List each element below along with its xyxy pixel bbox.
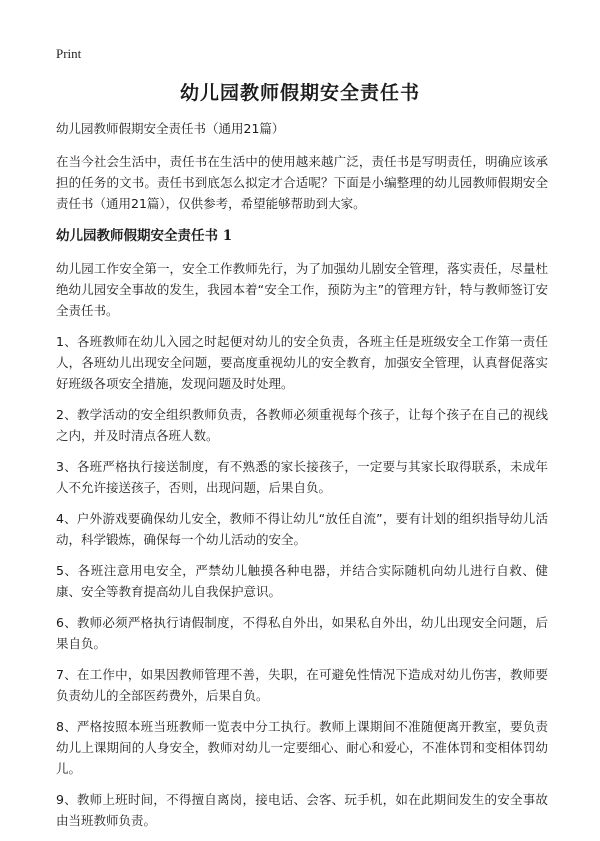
print-link[interactable]: Print xyxy=(56,46,82,61)
document-subtitle: 幼儿园教师假期安全责任书（通用21篇） xyxy=(56,121,285,136)
list-item: 8、严格按照本班当班教师一览表中分工执行。教师上课期间不准随便离开教室，要负责幼儿上课期间的人身安全，教师对幼儿一定要细心、耐心和爱心，不准体罚和变相体罚幼儿。 xyxy=(56,719,548,776)
list-item: 6、教师必须严格执行请假制度，不得私自外出，如果私自外出，幼儿出现安全问题，后果自负。 xyxy=(56,615,548,651)
list-item: 2、教学活动的安全组织教师负责，各教师必须重视每个孩子，让每个孩子在自己的视线之内，并及时清点各班人数。 xyxy=(56,407,548,443)
document-body xyxy=(56,118,548,841)
list-item: 3、各班严格执行接送制度，有不熟悉的家长接孩子，一定要与其家长取得联系，未成年人不允许接送孩子，否则，出现问题，后果自负。 xyxy=(56,459,548,495)
list-item: 1、各班教师在幼儿入园之时起便对幼儿的安全负责，各班主任是班级安全工作第一责任人，各班幼儿出现安全问题，要高度重视幼儿的安全教育，加强安全管理，认真督促落实好班级各项安全措施，发现问题及时处理。 xyxy=(56,334,548,391)
list-item: 4、户外游戏要确保幼儿安全，教师不得让幼儿“放任自流”，要有计划的组织指导幼儿活动，科学锻炼，确保每一个幼儿活动的安全。 xyxy=(56,511,548,547)
page-title: 幼儿园教师假期安全责任书 xyxy=(179,82,420,104)
list-item: 5、各班注意用电安全，严禁幼儿触摸各种电器，并结合实际随机向幼儿进行自救、健康、安全等教育提高幼儿自我保护意识。 xyxy=(56,563,548,599)
intro-paragraph: 在当今社会生活中，责任书在生活中的使用越来越广泛，责任书是写明责任，明确应该承担的任务的文书。责任书到底怎么拟定才合适呢？下面是小编整理的幼儿园教师假期安全责任书（通用21篇），仅供参考，希望能够帮助到大家。 xyxy=(56,154,548,211)
section-heading: 幼儿园教师假期安全责任书 1 xyxy=(56,228,233,244)
section-intro-paragraph: 幼儿园工作安全第一，安全工作教师先行，为了加强幼儿剧安全管理，落实责任，尽量杜绝幼儿园安全事故的发生，我园本着“安全工作，预防为主”的管理方针，特与教师签订安全责任书。 xyxy=(56,261,548,318)
list-item: 9、教师上班时间，不得擅自离岗，接电话、会客、玩手机，如在此期间发生的安全事故由当班教师负责。 xyxy=(56,792,548,828)
list-item: 7、在工作中，如果因教师管理不善，失职，在可避免性情况下造成对幼儿伤害，教师要负责幼儿的全部医药费外，后果自负。 xyxy=(56,667,548,703)
